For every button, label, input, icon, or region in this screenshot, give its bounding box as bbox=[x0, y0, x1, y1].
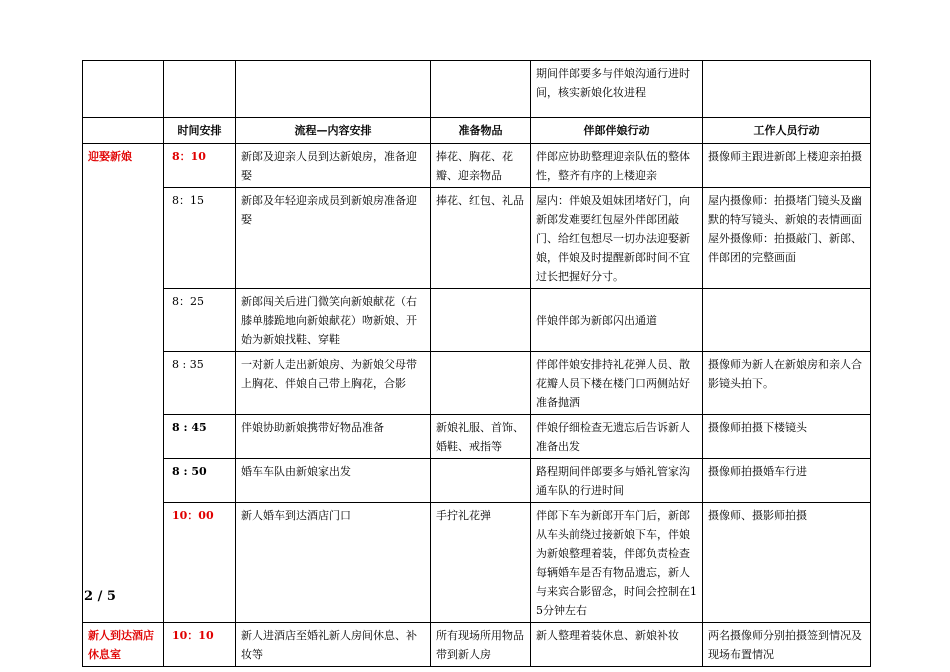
table-row bbox=[83, 503, 871, 623]
attendants-cell: 期间伴郎要多与伴娘沟通行进时间，核实新娘化妆进程 bbox=[531, 61, 703, 118]
header-section bbox=[83, 118, 164, 144]
staff-cell: 摄像师、摄影师拍摄 bbox=[703, 503, 871, 623]
attendants-cell: 伴娘仔细检查无遗忘后告诉新人准备出发 bbox=[531, 415, 703, 459]
time-cell: 10：00 bbox=[164, 503, 236, 623]
items-cell bbox=[431, 459, 531, 503]
section-label-hotel: 新人到达酒店休息室 bbox=[83, 623, 164, 667]
schedule-table bbox=[82, 60, 871, 667]
table-row bbox=[83, 61, 871, 118]
section-cell bbox=[83, 61, 164, 118]
header-items: 准备物品 bbox=[431, 118, 531, 144]
time-cell bbox=[164, 61, 236, 118]
staff-cell: 摄像师主跟进新郎上楼迎亲拍摄 bbox=[703, 144, 871, 188]
staff-cell bbox=[703, 188, 871, 289]
staff-line: 屋内摄像师：拍摄堵门镜头及幽默的特写镜头、新娘的表情画面 bbox=[708, 194, 862, 226]
staff-cell: 两名摄像师分别拍摄签到情况及现场布置情况 bbox=[703, 623, 871, 667]
items-cell: 捧花、胸花、花瓣、迎亲物品 bbox=[431, 144, 531, 188]
flow-cell: 伴娘协助新娘携带好物品准备 bbox=[236, 415, 431, 459]
items-cell: 新娘礼服、首饰、婚鞋、戒指等 bbox=[431, 415, 531, 459]
staff-line: 屋外摄像师：拍摄敲门、新郎、伴郎团的完整画面 bbox=[708, 232, 862, 264]
section-label-pickup: 迎娶新娘 bbox=[83, 144, 164, 623]
flow-cell: 一对新人走出新娘房、为新娘父母带上胸花、伴娘自己带上胸花，合影 bbox=[236, 352, 431, 415]
header-time: 时间安排 bbox=[164, 118, 236, 144]
header-attendants: 伴郎伴娘行动 bbox=[531, 118, 703, 144]
attendants-cell: 伴郎伴娘安排持礼花弹人员、散花瓣人员下楼在楼门口两侧站好准备抛洒 bbox=[531, 352, 703, 415]
staff-cell: 摄像师拍摄婚车行进 bbox=[703, 459, 871, 503]
items-cell bbox=[431, 352, 531, 415]
flow-cell: 新郎闯关后进门微笑向新娘献花（右膝单膝跪地向新娘献花）吻新娘、开始为新娘找鞋、穿鞋 bbox=[236, 289, 431, 352]
attendants-cell: 路程期间伴郎要多与婚礼管家沟通车队的行进时间 bbox=[531, 459, 703, 503]
page-number: 2 / 5 bbox=[84, 589, 116, 604]
table-row bbox=[83, 144, 871, 188]
staff-cell: 摄像师拍摄下楼镜头 bbox=[703, 415, 871, 459]
time-cell: 8 : 50 bbox=[164, 459, 236, 503]
flow-cell: 新人婚车到达酒店门口 bbox=[236, 503, 431, 623]
staff-cell: 摄像师为新人在新娘房和亲人合影镜头拍下。 bbox=[703, 352, 871, 415]
staff-cell bbox=[703, 61, 871, 118]
time-cell: 8 : 35 bbox=[164, 352, 236, 415]
staff-cell bbox=[703, 289, 871, 352]
table-row bbox=[83, 459, 871, 503]
flow-cell: 新人进酒店至婚礼新人房间休息、补妆等 bbox=[236, 623, 431, 667]
table-row bbox=[83, 623, 871, 667]
items-cell bbox=[431, 61, 531, 118]
table-row bbox=[83, 415, 871, 459]
time-cell: 8 : 45 bbox=[164, 415, 236, 459]
attendants-cell: 伴娘伴郎为新郎闪出通道 bbox=[531, 289, 703, 352]
flow-cell: 婚车车队由新娘家出发 bbox=[236, 459, 431, 503]
table-row bbox=[83, 352, 871, 415]
time-cell: 8：10 bbox=[164, 144, 236, 188]
table-row bbox=[83, 188, 871, 289]
attendants-cell: 新人整理着装休息、新娘补妆 bbox=[531, 623, 703, 667]
header-row bbox=[83, 118, 871, 144]
header-staff: 工作人员行动 bbox=[703, 118, 871, 144]
header-flow: 流程—内容安排 bbox=[236, 118, 431, 144]
flow-cell bbox=[236, 61, 431, 118]
time-cell: 10：10 bbox=[164, 623, 236, 667]
items-cell bbox=[431, 289, 531, 352]
flow-cell: 新郎及迎亲人员到达新娘房，准备迎娶 bbox=[236, 144, 431, 188]
items-cell: 手拧礼花弹 bbox=[431, 503, 531, 623]
attendants-cell: 伴郎下车为新郎开车门后，新郎从车头前绕过接新娘下车，伴娘为新娘整理着装，伴郎负责检查每辆婚车是否有物品遗忘，新人与来宾合影留念，时间会控制在15分钟左右 bbox=[531, 503, 703, 623]
time-cell: 8：15 bbox=[164, 188, 236, 289]
items-cell: 捧花、红包、礼品 bbox=[431, 188, 531, 289]
attendants-cell: 屋内：伴娘及姐妹团堵好门，向新郎发难要红包屋外伴郎团敲门、给红包想尽一切办法迎娶新娘，伴娘及时提醒新郎时间不宜过长把握好分寸。 bbox=[531, 188, 703, 289]
attendants-cell: 伴郎应协助整理迎亲队伍的整体性，整齐有序的上楼迎亲 bbox=[531, 144, 703, 188]
time-cell: 8：25 bbox=[164, 289, 236, 352]
table-row bbox=[83, 289, 871, 352]
flow-cell: 新郎及年轻迎亲成员到新娘房准备迎娶 bbox=[236, 188, 431, 289]
items-cell: 所有现场所用物品带到新人房 bbox=[431, 623, 531, 667]
